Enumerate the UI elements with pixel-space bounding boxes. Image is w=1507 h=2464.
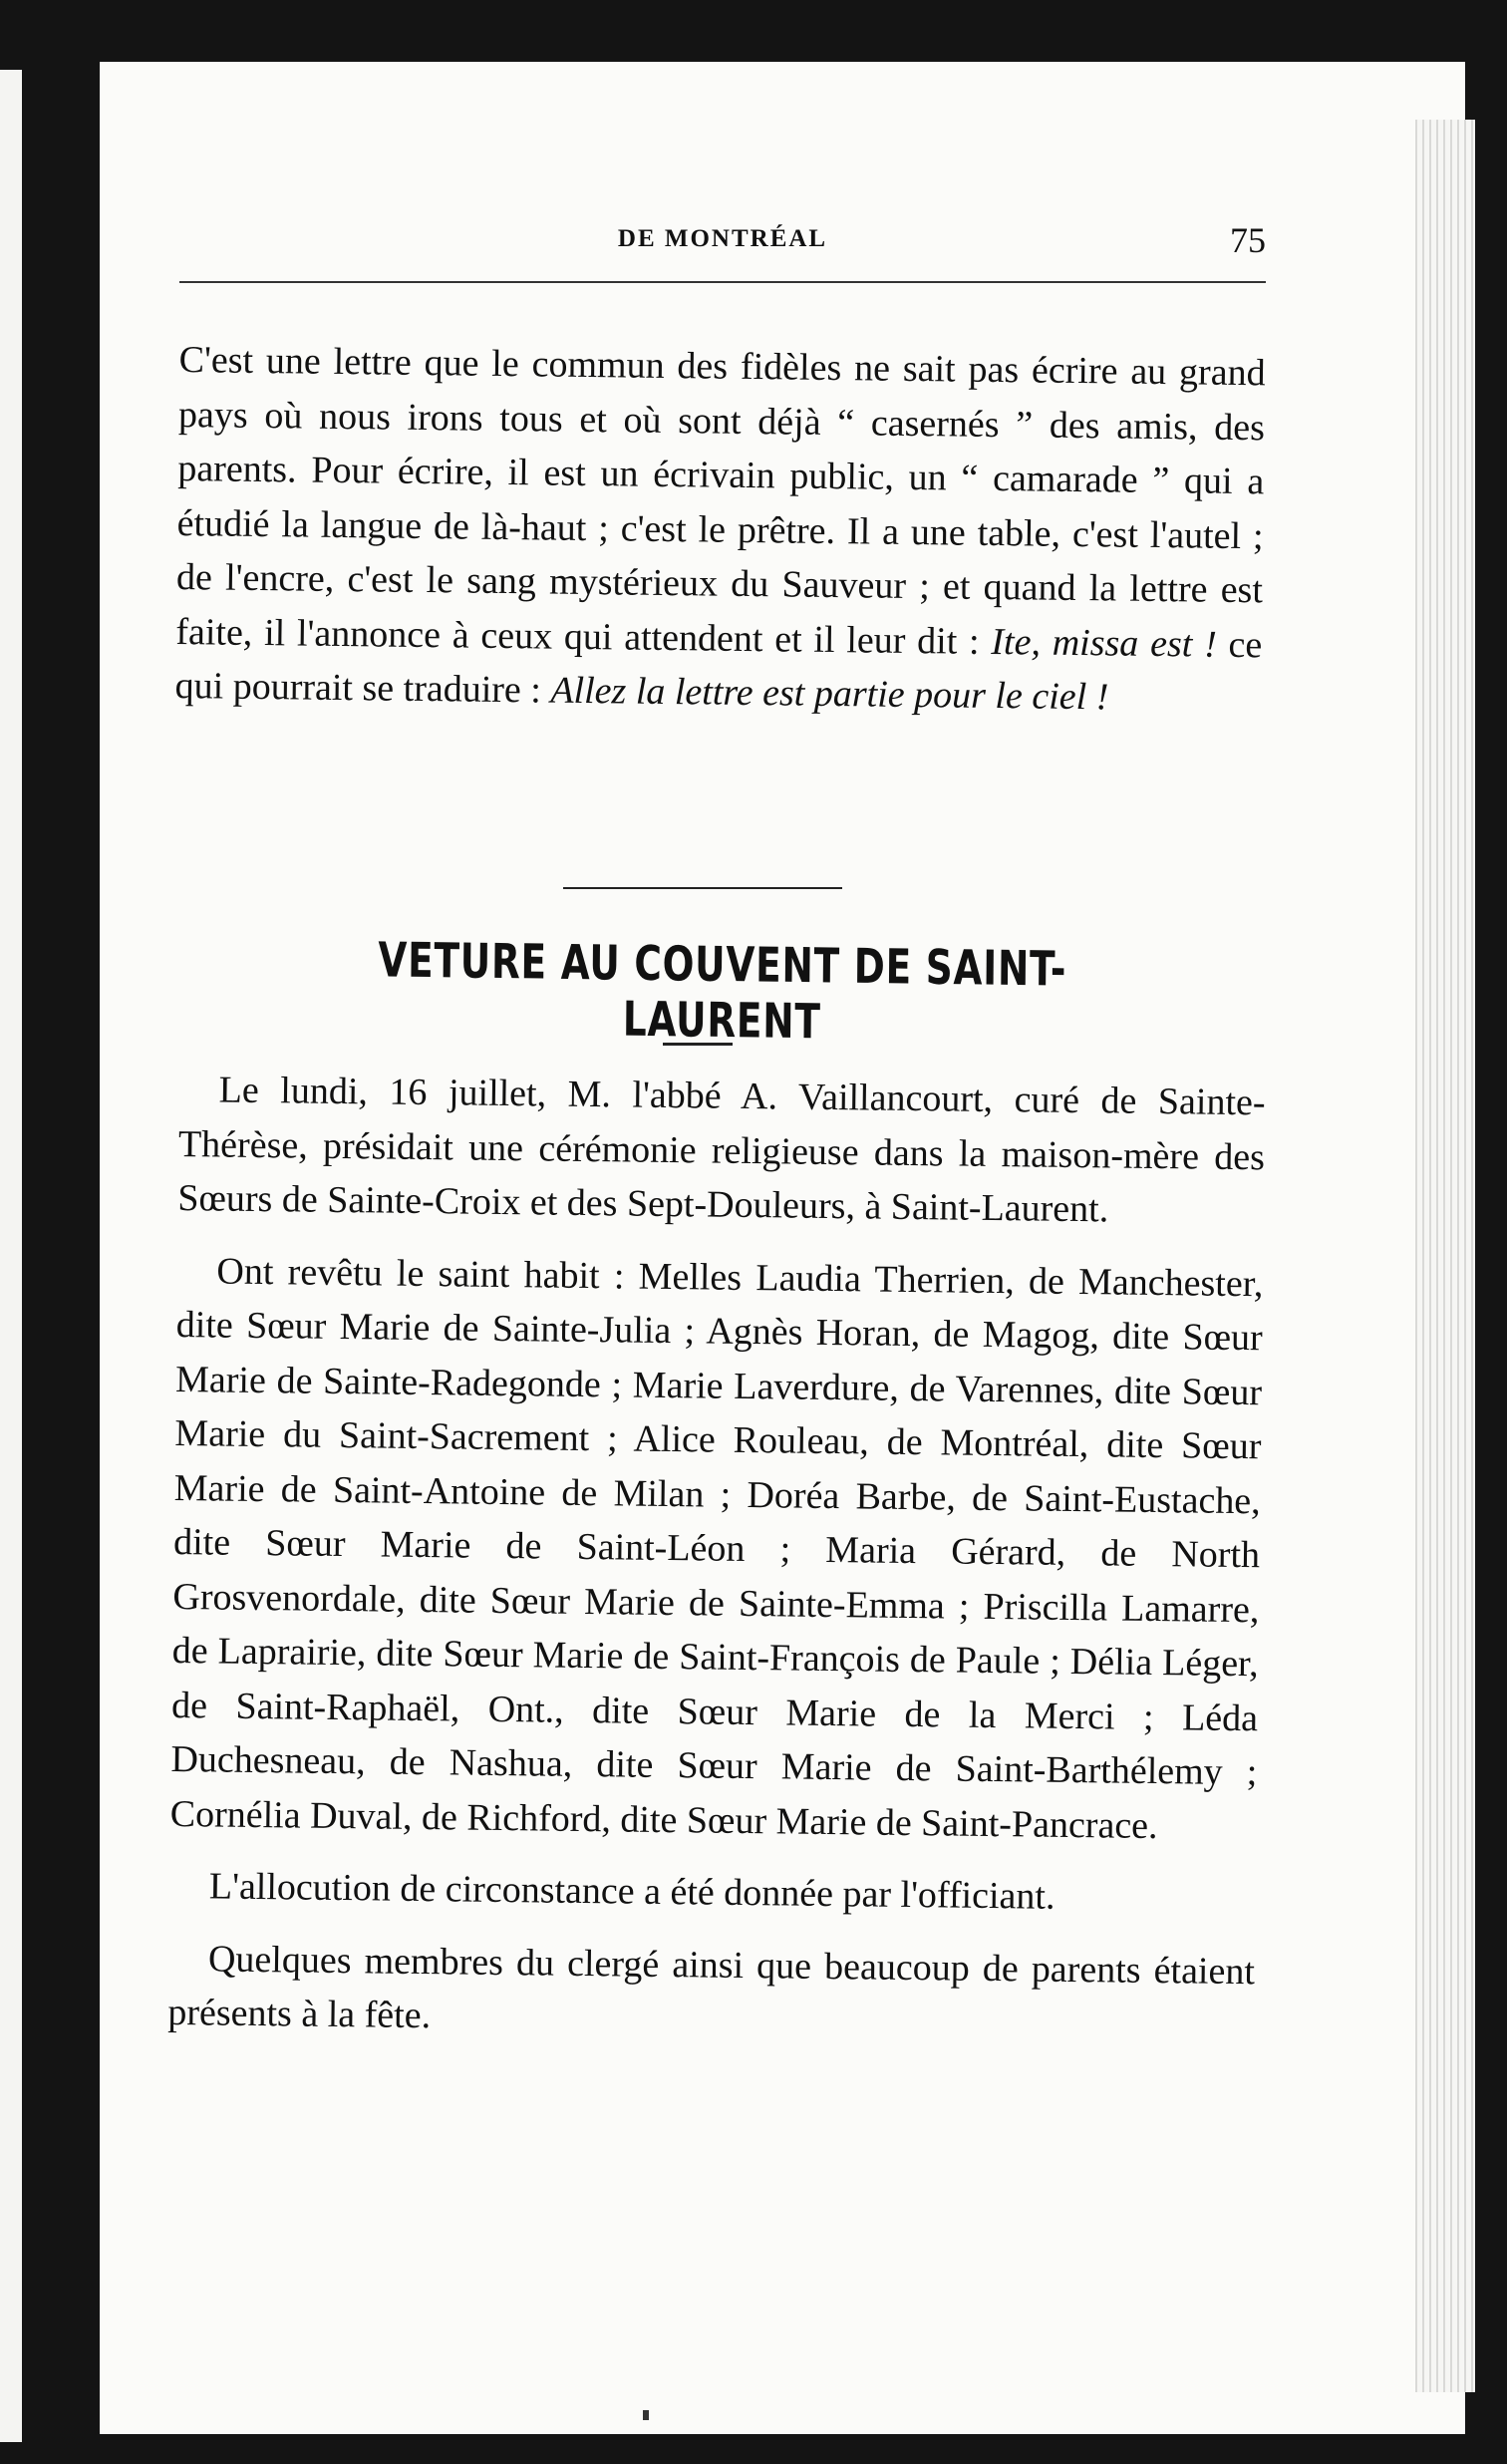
page-stack-edge bbox=[1415, 120, 1475, 2392]
page-number: 75 bbox=[1230, 220, 1266, 260]
article-paragraph-2: Ont revêtu le saint habit : Melles Laudia Therrien, de Manchester, dite Sœur Marie de Sainte-Julia ; Agnès Horan, de Magog, dite Sœur Marie de Sainte-Radegonde ; Marie Laverdure, de Varennes, dite Sœur Marie du Saint-Sacrement ; Alice Rouleau, de Montréal, dite Sœur Marie de Saint-Antoine de Milan ; Doréa Barbe, de Saint-Eustache, dite Sœur Marie de Saint-Léon ; Maria Gérard, de North Grosvenordale, dite Sœur Marie de Sainte-Emma ; Priscilla Lamarre, de Laprairie, dite Sœur Marie de Saint-François de Paule ; Délia Léger, de Saint-Raphaël, Ont., dite Sœur Marie de la Merci ; Léda Duchesneau, de Nashua, dite Sœur Marie de Saint-Barthélemy ; Cornélia Duval, de Richford, dite Sœur Marie de Saint-Pancrace. bbox=[169, 1249, 1264, 1847]
opening-paragraph bbox=[174, 333, 1266, 727]
header-rule bbox=[179, 281, 1266, 283]
article-paragraph-3: L'allocution de circonstance a été donnée par l'officiant. bbox=[208, 1865, 1055, 1918]
translation-phrase: Allez la lettre est partie pour le ciel ! bbox=[550, 669, 1109, 719]
heading-rule bbox=[663, 1043, 733, 1046]
left-page-edge bbox=[0, 70, 22, 2442]
running-header bbox=[179, 220, 1266, 285]
article-paragraph-1: Le lundi, 16 juillet, M. l'abbé A. Vaillancourt, curé de Sainte-Thérèse, présidait une cérémonie religieuse dans la maison-mère des Sœurs de Sainte-Croix et des Sept-Douleurs, à Saint-Laurent. bbox=[177, 1069, 1266, 1231]
article-paragraph-4: Quelques membres du clergé ainsi que beaucoup de parents étaient présents à la fête. bbox=[167, 1937, 1256, 2037]
paragraph1-middle: ce qui pourrait se traduire : bbox=[174, 623, 1263, 712]
paragraph1-text: C'est une lettre que le commun des fidèles ne sait pas écrire au grand pays où nous irons tous et où sont déjà “ casernés ” des amis, des parents. Pour écrire, il est un écrivain public, un “ camarade ” qui a étudié la langue de là-haut ; c'est le prêtre. Il a une table, c'est l'autel ; de l'encre, c'est le sang mystérieux du Sauveur ; et quand la lettre est faite, il l'annonce à ceux qui attendent et il leur dit : bbox=[175, 338, 1266, 663]
article-heading: VETURE AU COUVENT DE SAINT-LAURENT bbox=[378, 932, 1067, 1051]
running-title: DE MONTRÉAL bbox=[617, 225, 828, 252]
print-speck bbox=[643, 2410, 649, 2420]
latin-phrase: Ite, missa est ! bbox=[991, 620, 1218, 666]
section-divider bbox=[563, 887, 842, 889]
article-body bbox=[167, 1063, 1266, 2071]
